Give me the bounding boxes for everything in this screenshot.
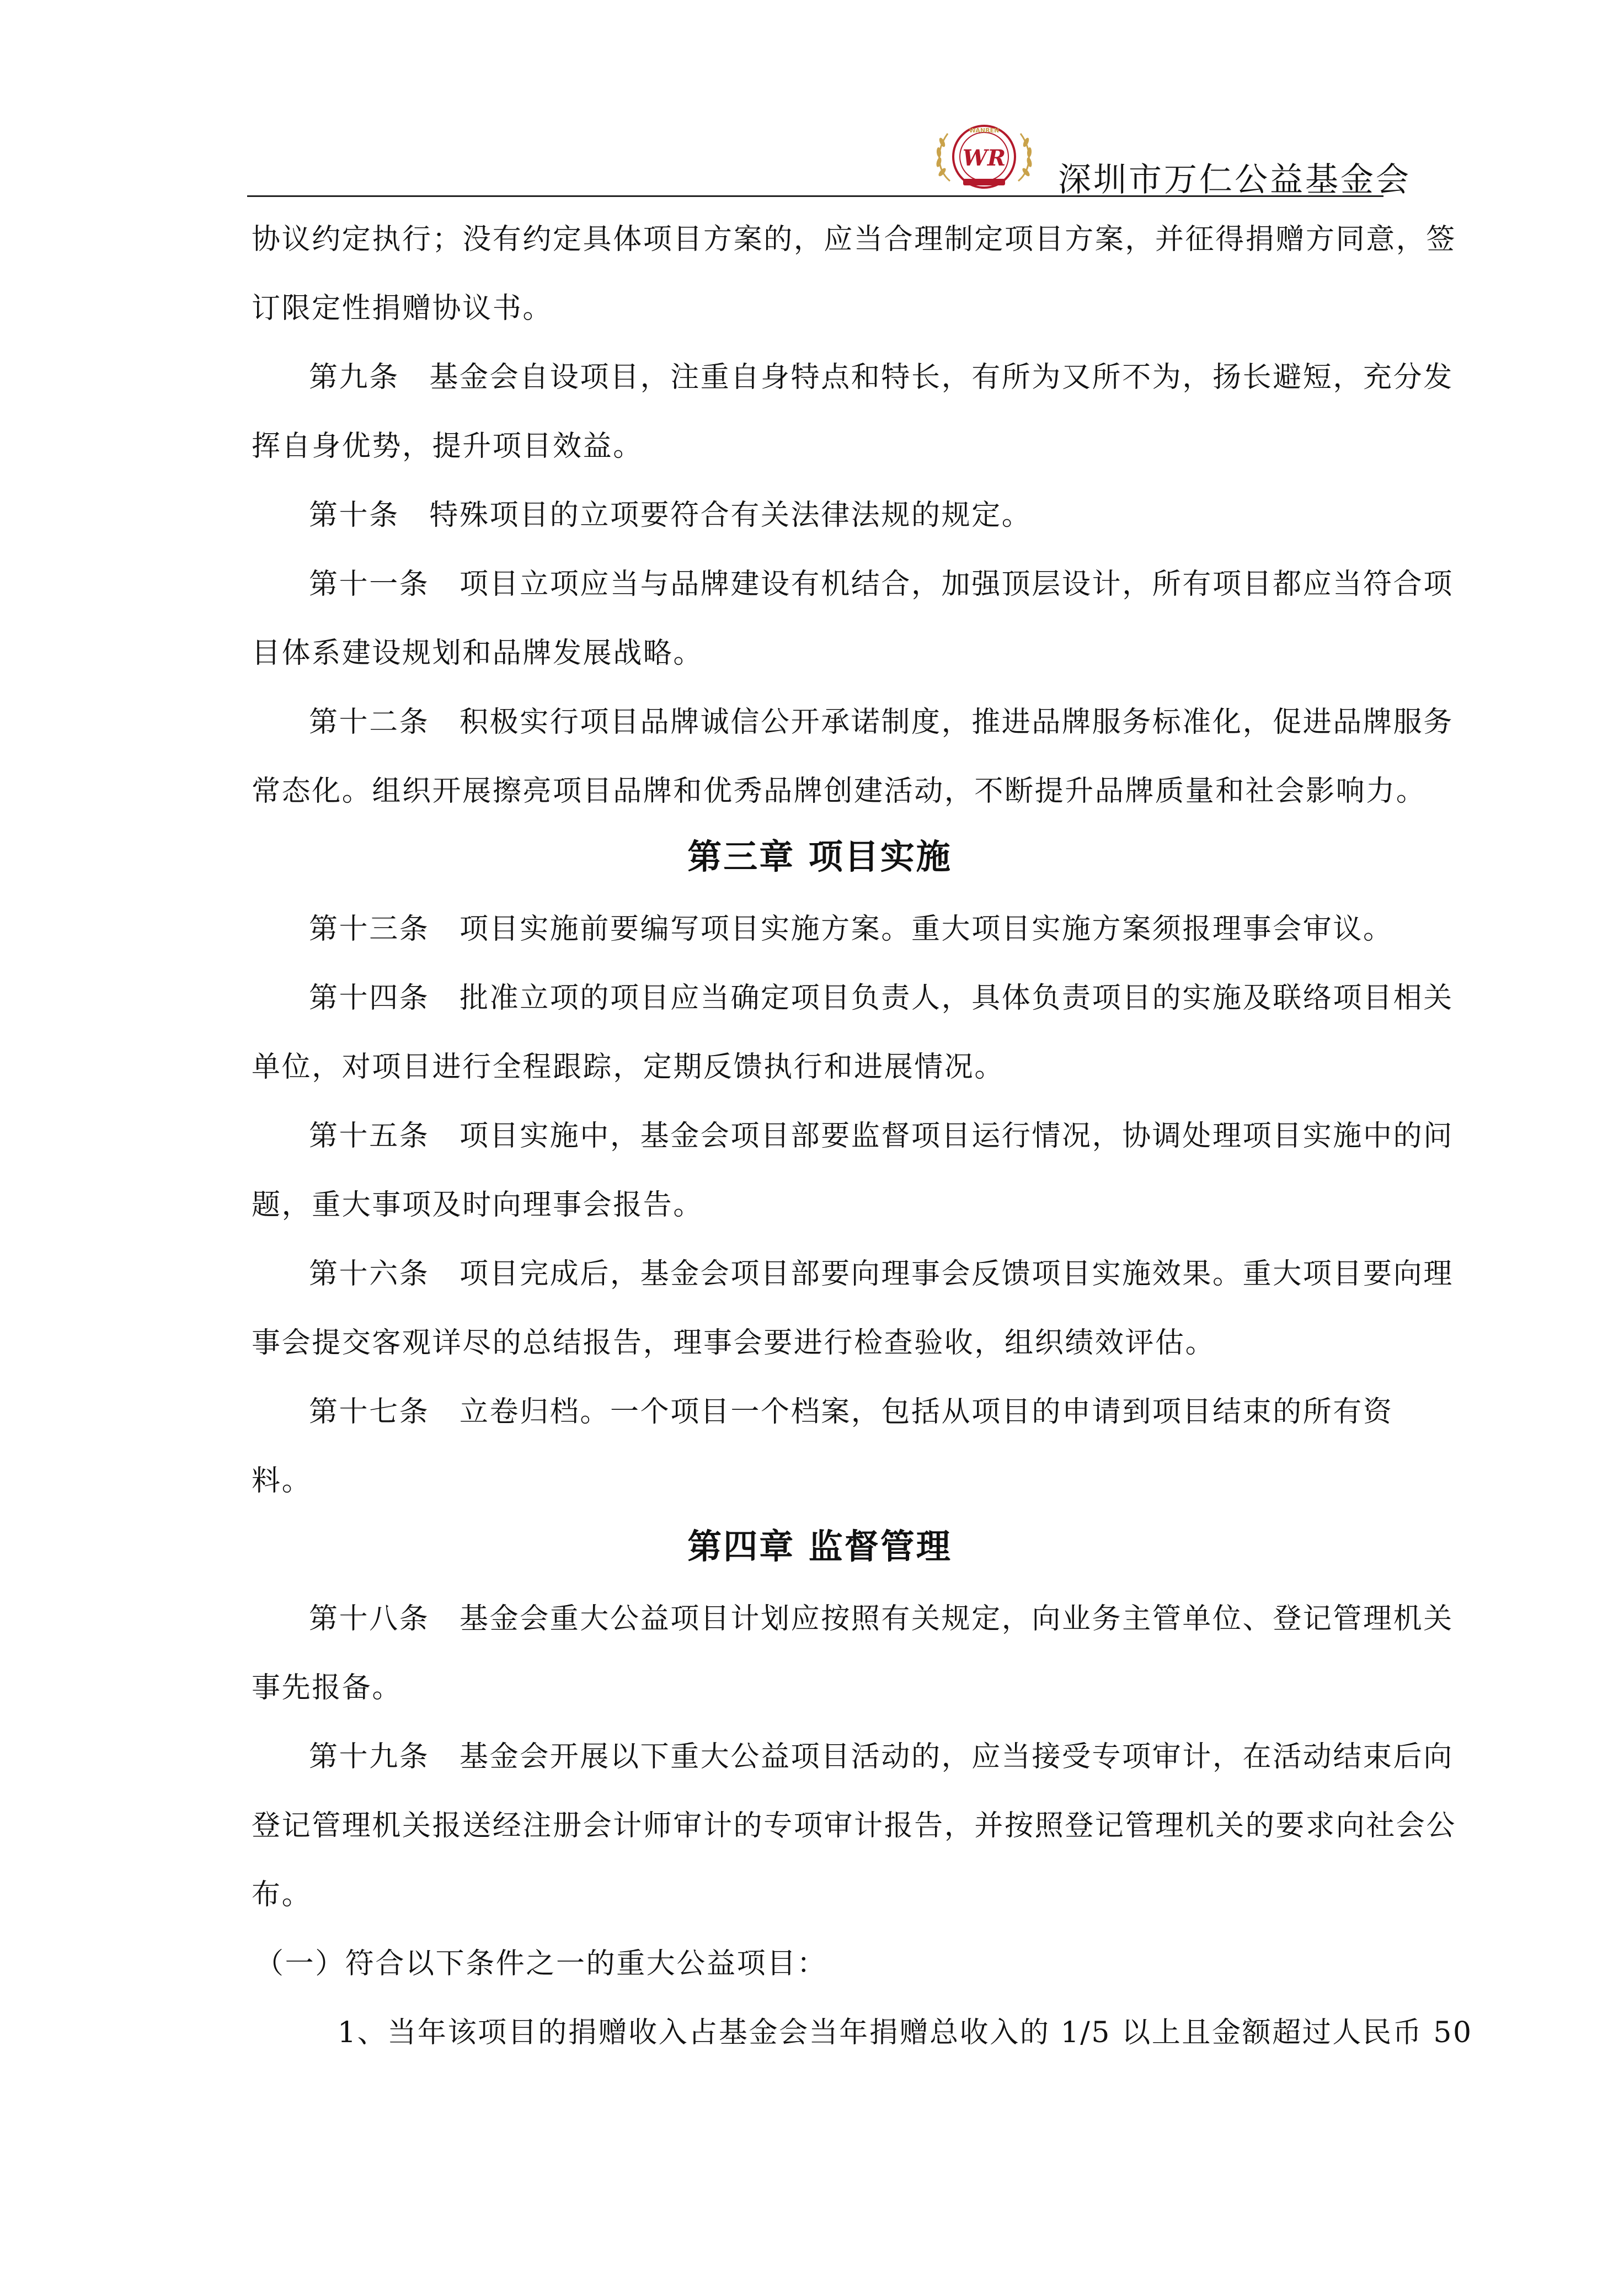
article-11: 第十一条 项目立项应当与品牌建设有机结合，加强顶层设计，所有项目都应当符合项: [309, 568, 1454, 601]
chapter-3-heading: 第三章 项目实施: [687, 837, 952, 877]
page-header: [247, 110, 1411, 199]
article-9: 第九条 基金会自设项目，注重自身特点和特长，有所为又所不为，扬长避短，充分发: [309, 361, 1454, 394]
list-item: 1、当年该项目的捐赠收入占基金会当年捐赠总收入的 1/5 以上且金额超过人民币 50: [338, 2016, 1473, 2049]
article-10: 第十条 特殊项目的立项要符合有关法律法规的规定。: [309, 499, 1032, 532]
paragraph-line: 料。: [252, 1464, 312, 1498]
article-19: 第十九条 基金会开展以下重大公益项目活动的，应当接受专项审计，在活动结束后向: [309, 1740, 1454, 1773]
paragraph-line: 登记管理机关报送经注册会计师审计的专项审计报告，并按照登记管理机关的要求向社会公: [252, 1809, 1457, 1842]
chapter-4-heading: 第四章 监督管理: [687, 1526, 952, 1567]
article-14: 第十四条 批准立项的项目应当确定项目负责人，具体负责项目的实施及联络项目相关: [309, 982, 1454, 1015]
paragraph-line: 事先报备。: [252, 1671, 403, 1704]
article-16: 第十六条 项目完成后，基金会项目部要向理事会反馈项目实施效果。重大项目要向理: [309, 1258, 1454, 1291]
article-17: 第十七条 立卷归档。一个项目一个档案，包括从项目的申请到项目结束的所有资: [309, 1395, 1393, 1429]
logo-text: WANREN: [969, 127, 1000, 134]
paragraph-line: 常态化。组织开展擦亮项目品牌和优秀品牌创建活动，不断提升品牌质量和社会影响力。: [252, 775, 1427, 808]
paragraph-line: 布。: [252, 1878, 312, 1911]
paragraph-line: 事会提交客观详尽的总结报告，理事会要进行检查验收，组织绩效评估。: [252, 1326, 1216, 1360]
article-18: 第十八条 基金会重大公益项目计划应按照有关规定，向业务主管单位、登记管理机关: [309, 1602, 1454, 1635]
header-divider: [247, 195, 1383, 197]
paragraph-line: 挥自身优势，提升项目效益。: [252, 430, 643, 463]
logo-mark: WR: [962, 145, 1006, 171]
article-12: 第十二条 积极实行项目品牌诚信公开承诺制度，推进品牌服务标准化，促进品牌服务: [309, 706, 1454, 739]
paragraph-line: 单位，对项目进行全程跟踪，定期反馈执行和进展情况。: [252, 1051, 1005, 1084]
list-item-heading: （一）符合以下条件之一的重大公益项目：: [255, 1947, 827, 1980]
paragraph-line: 题，重大事项及时向理事会报告。: [252, 1189, 704, 1222]
article-13: 第十三条 项目实施前要编写项目实施方案。重大项目实施方案须报理事会审议。: [309, 913, 1393, 946]
paragraph-line: 协议约定执行；没有约定具体项目方案的，应当合理制定项目方案，并征得捐赠方同意，签: [252, 223, 1457, 256]
paragraph-line: 目体系建设规划和品牌发展战略。: [252, 637, 704, 670]
organization-name: 深圳市万仁公益基金会: [1058, 161, 1411, 199]
article-15: 第十五条 项目实施中，基金会项目部要监督项目运行情况，协调处理项目实施中的问: [309, 1120, 1454, 1153]
paragraph-line: 订限定性捐赠协议书。: [252, 292, 553, 325]
foundation-logo-icon: [929, 121, 1039, 194]
